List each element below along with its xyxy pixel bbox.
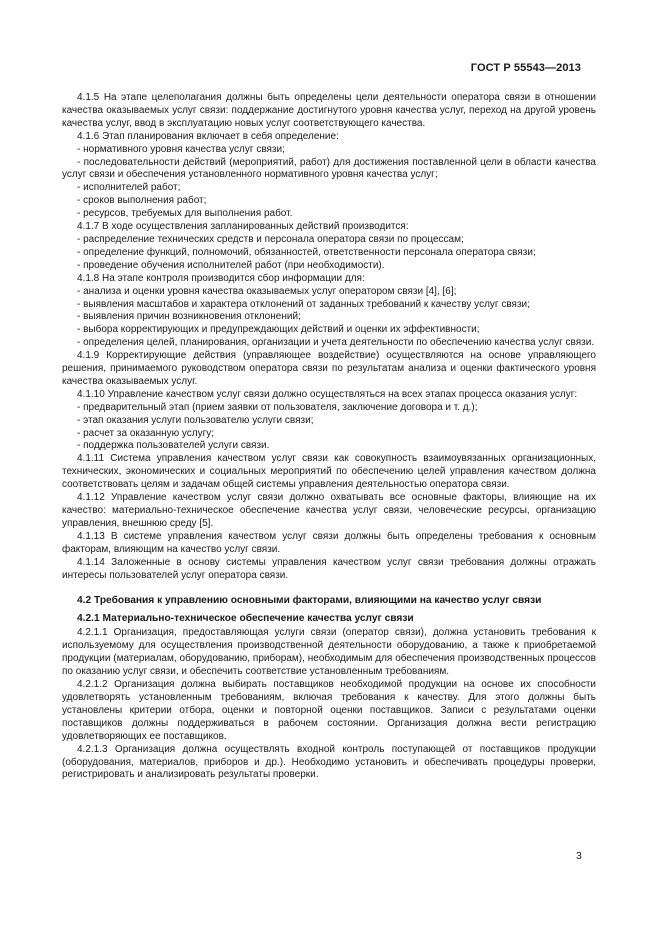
list-item: - исполнителей работ; bbox=[77, 182, 181, 194]
paragraph: 4.1.8 На этапе контроля производится сбор информации для: bbox=[77, 272, 365, 284]
list-item: - сроков выполнения работ; bbox=[77, 195, 207, 207]
paragraph: 4.1.12 Управление качеством услуг связи должно охватывать все основные факторы, влияющие на их качество: материально-техническое обеспечение качества услуг связи, человеческие ресурсы, организацию управления, внешнюю среду [5]. bbox=[62, 492, 596, 529]
list-item: - ресурсов, требуемых для выполнения работ. bbox=[77, 208, 293, 220]
paragraph: 4.1.6 Этап планирования включает в себя определение: bbox=[77, 130, 339, 142]
list-item: - проведение обучения исполнителей работ (при необходимости). bbox=[77, 259, 385, 271]
list-item: - определение функций, полномочий, обязанностей, ответственности персонала оператора связи; bbox=[77, 246, 536, 258]
list-item: - выявления масштабов и характера отклонений от заданных требований к качеству услуг связи; bbox=[77, 298, 530, 310]
list-item: - выявления причин возникновения отклонений; bbox=[77, 311, 301, 323]
list-item: - последовательности действий (мероприятий, работ) для достижения поставленной цели в области качества услуг связи и обеспечения установленного нормативного уровня качества услуг; bbox=[62, 156, 596, 181]
paragraph: 4.1.10 Управление качеством услуг связи должно осуществляться на всех этапах процесса оказания услуг: bbox=[77, 388, 578, 400]
list-item: - анализа и оценки уровня качества оказываемых услуг оператором связи [4], [6]; bbox=[77, 285, 457, 297]
subsection-heading: 4.2.1 Материально-техническое обеспечение качества услуг связи bbox=[77, 613, 414, 625]
list-item: - этап оказания услуги пользователю услуги связи; bbox=[77, 414, 314, 426]
list-item: - определения целей, планирования, организации и учета деятельности по обеспечению качества услуг связи. bbox=[77, 337, 595, 349]
paragraph: 4.1.7 В ходе осуществления запланированных действий производится: bbox=[77, 221, 409, 233]
paragraph: 4.1.11 Система управления качеством услуг связи как совокупность взаимоувязанных организационных, технических, экономических и социальных мероприятий по обеспечению целей управления качеством должна соответствовать целям и задачам общей системы управления деятельностью оператора связи. bbox=[62, 453, 596, 491]
list-item: - распределение технических средств и персонала оператора связи по процессам; bbox=[77, 233, 464, 245]
list-item: - нормативного уровня качества услуг связи; bbox=[77, 143, 285, 155]
paragraph: 4.2.1.3 Организация должна осуществлять входной контроль поступающей от поставщиков продукции (оборудования, материалов, приборов и др.). Необходимо установить и обеспечивать процедуры проверки, регистрировать и анализировать результаты проверки. bbox=[62, 743, 596, 781]
document-body bbox=[62, 92, 596, 782]
paragraph: 4.2.1.2 Организация должна выбирать поставщиков необходимой продукции на основе их способности удовлетворять установленным требованиям, включая требования к качеству. Для этого должны быть установлены критерии отбора, оценки и повторной оценки поставщиков. Записи с результатами оценки поставщиков должны поддерживаться в рабочем состоянии. Организация должна вести регистрацию удовлетворяющих ее поставщиков. bbox=[62, 679, 596, 742]
document-code: ГОСТ Р 55543—2013 bbox=[470, 62, 581, 74]
list-item: - предварительный этап (прием заявки от пользователя, заключение договора и т. д.); bbox=[77, 401, 478, 413]
list-item: - выбора корректирующих и предупреждающих действий и оценки их эффективности; bbox=[77, 324, 480, 336]
list-item: - расчет за оказанную услугу; bbox=[77, 427, 215, 439]
paragraph: 4.1.14 Заложенные в основу системы управления качеством услуг связи требования должны отражать интересы пользователей услуг оператора связи. bbox=[62, 556, 596, 581]
paragraph: 4.2.1.1 Организация, предоставляющая услуги связи (оператор связи), должна установить требования к используемому для осуществления производственной деятельности оборудованию, а также к приобретаемой продукции (материалам, оборудованию, приборам), необходимым для обеспечения производственных процессов по оказанию услуг связи, и обеспечить соответствие установленным требованиям. bbox=[62, 627, 596, 678]
paragraph: 4.1.13 В системе управления качеством услуг связи должны быть определены требования к основным факторам, влияющим на качество услуг связи. bbox=[62, 530, 596, 555]
paragraph: 4.1.9 Корректирующие действия (управляющее воздействие) осуществляются на основе управляющего решения, принимаемого руководством оператора связи по результатам анализа и оценки фактического уровня качества оказываемых услуг. bbox=[62, 350, 596, 387]
paragraph: 4.1.5 На этапе целеполагания должны быть определены цели деятельности оператора связи в отношении качества оказываемых услуг связи: поддержание достигнутого уровня качества услуг, переход на другой уровень качества услуг, ввод в эксплуатацию новых услуг соответствующего качества. bbox=[62, 92, 596, 129]
page-number: 3 bbox=[576, 850, 582, 862]
list-item: - поддержка пользователей услуги связи. bbox=[77, 440, 270, 452]
section-heading: 4.2 Требования к управлению основными факторами, влияющими на качество услуг связи bbox=[77, 595, 542, 607]
